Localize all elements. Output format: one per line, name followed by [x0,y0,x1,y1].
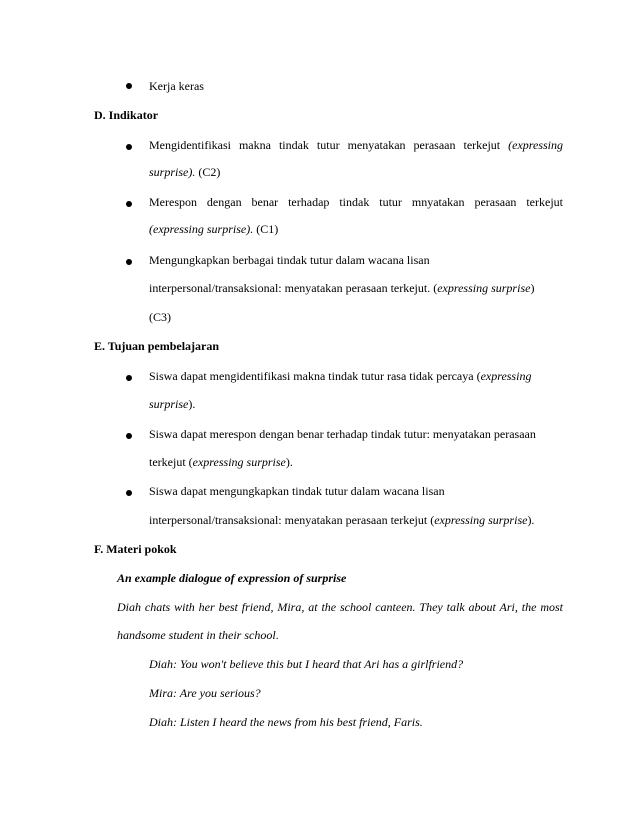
bullet-icon [126,259,132,265]
tujuan-item-3-line-2: interpersonal/transaksional: menyatakan perasaan terkejut (expressing surprise). [149,513,535,527]
dialogue-line-1: Diah: You won't believe this but I heard that Ari has a girlfriend? [149,657,464,671]
tujuan-item-2-line-2: terkejut (expressing surprise). [149,455,293,469]
bullet-icon [126,201,132,207]
dialogue-intro-line-1: Diah chats with her best friend, Mira, at the school canteen. They talk about Ari, the most [117,600,563,614]
bullet-icon [126,433,132,439]
section-heading-indikator: D. Indikator [94,108,159,122]
dialogue-subtitle: An example dialogue of expression of surprise [117,571,347,585]
indikator-item-1-line-2: surprise). (C2) [149,165,221,179]
tujuan-item-1-line-1: Siswa dapat mengidentifikasi makna tindak tutur rasa tidak percaya (expressing [149,369,532,383]
dialogue-line-2: Mira: Are you serious? [149,686,261,700]
tujuan-item-2-line-1: Siswa dapat merespon dengan benar terhadap tindak tutur: menyatakan perasaan [149,427,536,441]
section-heading-materi-pokok: F. Materi pokok [94,542,177,556]
bullet-icon [126,490,132,496]
indikator-item-3-line-2: interpersonal/transaksional: menyatakan perasaan terkejut. (expressing surprise) [149,281,535,295]
indikator-item-1-line-1: Mengidentifikasi makna tindak tutur menyatakan perasaan terkejut (expressing [149,138,563,152]
bullet-icon [126,83,132,89]
indikator-item-2-line-1: Merespon dengan benar terhadap tindak tutur mnyatakan perasaan terkejut [149,195,563,209]
indikator-item-3-line-3: (C3) [149,310,171,324]
tujuan-item-1-line-2: surprise). [149,397,196,411]
indikator-item-2-line-2: (expressing surprise). (C1) [149,222,279,236]
dialogue-intro-line-2: handsome student in their school. [117,628,279,642]
indikator-item-3-line-1: Mengungkapkan berbagai tindak tutur dalam wacana lisan [149,253,430,267]
section-heading-tujuan-pembelajaran: E. Tujuan pembelajaran [94,339,220,353]
bullet-icon [126,375,132,381]
list-item-kerja-keras: Kerja keras [149,79,204,93]
bullet-icon [126,144,132,150]
dialogue-line-3: Diah: Listen I heard the news from his best friend, Faris. [149,715,423,729]
tujuan-item-3-line-1: Siswa dapat mengungkapkan tindak tutur dalam wacana lisan [149,484,445,498]
